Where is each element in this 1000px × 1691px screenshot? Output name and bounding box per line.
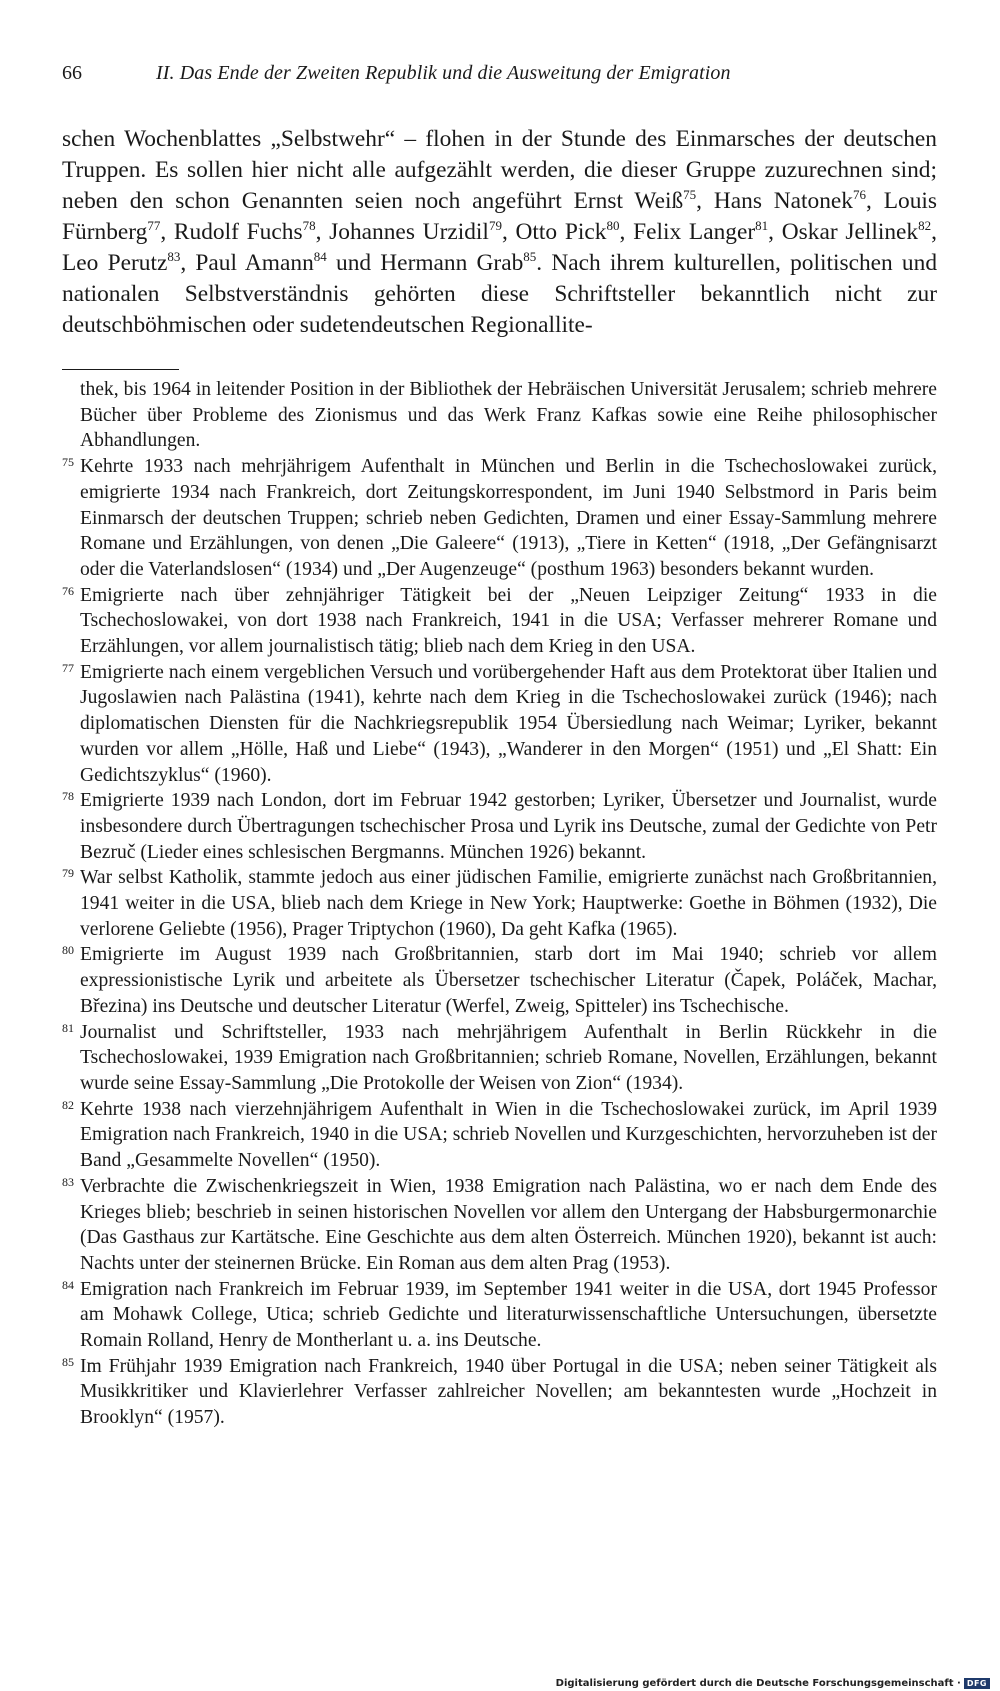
footnote-ref[interactable]: 78 xyxy=(302,218,316,234)
footnote-ref[interactable]: 80 xyxy=(606,218,620,234)
body-text-run: und Hermann Grab xyxy=(326,250,524,276)
digitization-credit xyxy=(556,1678,990,1689)
footnote-number: 77 xyxy=(62,660,74,675)
footnote-divider xyxy=(62,369,179,370)
footnote-number: 75 xyxy=(62,455,74,470)
footnote-number: 78 xyxy=(62,789,74,804)
body-text-run: . Nach ihrem kulturellen, politischen und nationalen Selbstverständnis gehörten diese Schriftsteller bekanntlich nicht zur deutschböhmischen oder sudetendeutschen Regionallite- xyxy=(62,250,938,338)
footnote-ref[interactable]: 76 xyxy=(853,187,867,203)
footnote-82 xyxy=(62,1097,937,1174)
footnote-number: 76 xyxy=(62,583,74,598)
footnote-number: 82 xyxy=(62,1097,74,1112)
dfg-logo: DFG xyxy=(964,1678,990,1689)
footnote-83 xyxy=(62,1174,937,1277)
footnote-ref[interactable]: 79 xyxy=(488,218,502,234)
footnote-text: Emigrierte nach einem vergeblichen Versuch und vorübergehender Haft aus dem Protektorat über Italien und Jugoslawien nach Palästina (1941), kehrte nach dem Krieg in die Tschechoslowakei zurück (1946); nach diplomatischen Diensten für die Nachkriegsrepublik 1954 Übersiedlung nach Weimar; Lyriker, bekannt wurden vor allem „Hölle, Haß und Liebe“ (1943), „Wanderer in den Morgen“ (1951) und „El Shatt: Ein Gedichtszyklus“ (1960). xyxy=(80,661,937,786)
body-paragraph xyxy=(62,124,937,341)
footnote-number: 81 xyxy=(62,1020,74,1035)
footnote-79 xyxy=(62,865,937,942)
footnote-text: Kehrte 1938 nach vierzehnjährigem Aufenthalt in Wien in die Tschechoslowakei zurück, im April 1939 Emigration nach Frankreich, 1940 in die USA; schrieb Novellen und Kurzgeschichten, hervorzuheben ist der Band „Gesammelte Novellen“ (1950). xyxy=(80,1098,937,1172)
footnote-84 xyxy=(62,1277,937,1354)
footnote-number: 83 xyxy=(62,1174,74,1189)
running-title: II. Das Ende der Zweiten Republik und die Ausweitung der Emigration xyxy=(156,62,731,84)
footnote-text: Verbrachte die Zwischenkriegszeit in Wien, 1938 Emigration nach Palästina, wo er nach dem Ende des Krieges blieb; beschrieb in seinen historischen Novellen vor allem den Untergang der Habsburgermonarchie (Das Gasthaus zur Kartätsche. Eine Geschichte aus dem alten Österreich. München 1920), bekannt ist auch: Nachts unter der steinernen Brücke. Ein Roman aus dem alten Prag (1953). xyxy=(80,1175,937,1274)
footnote-number: 79 xyxy=(62,866,74,881)
footnote-ref[interactable]: 77 xyxy=(147,218,161,234)
body-text-run: , Leo Perutz xyxy=(62,219,937,276)
footnote-ref[interactable]: 84 xyxy=(313,249,327,265)
footnote-85 xyxy=(62,1354,937,1431)
footnote-ref[interactable]: 81 xyxy=(755,218,769,234)
footnote-ref[interactable]: 85 xyxy=(523,249,537,265)
footnote-ref[interactable]: 82 xyxy=(918,218,932,234)
credit-text: Digitalisierung gefördert durch die Deutsche Forschungsgemeinschaft · xyxy=(555,1678,961,1689)
body-text-run: , Oskar Jellinek xyxy=(768,219,919,245)
body-text-run: , Hans Natonek xyxy=(696,188,854,214)
footnote-ref[interactable]: 83 xyxy=(167,249,181,265)
footnote-text: Emigrierte nach über zehnjähriger Tätigkeit bei der „Neuen Leipziger Zeitung“ 1933 in die Tschechoslowakei, von dort 1938 nach Frankreich, 1941 in die USA; Verfasser mehrerer Romane und Erzählungen, vor allem journalistisch tätig; blieb nach dem Krieg in den USA. xyxy=(80,584,937,658)
body-text-run: , Otto Pick xyxy=(501,219,607,245)
page-number: 66 xyxy=(62,62,82,84)
footnote-number: 85 xyxy=(62,1354,74,1369)
footnote-text: Journalist und Schriftsteller, 1933 nach mehrjährigem Aufenthalt in Berlin Rückkehr in die Tschechoslowakei, 1939 Emigration nach Großbritannien; schrieb Romane, Novellen, Erzählungen, bekannt wurde seine Essay-Sammlung „Die Protokolle der Weisen von Zion“ (1934). xyxy=(80,1021,937,1094)
body-text-run: schen Wochenblattes „Selbstwehr“ – flohen in der Stunde des Einmarsches der deutschen Truppen. Es sollen hier nicht alle aufgezählt werden, die dieser Gruppe zuzurechnen sind; neben den schon Genannten seien noch angeführt Ernst Weiß xyxy=(62,126,937,214)
body-text-run: , Paul Amann xyxy=(180,250,314,276)
footnote-text: Emigrierte 1939 nach London, dort im Februar 1942 gestorben; Lyriker, Übersetzer und Journalist, wurde insbesondere durch Übertragungen tschechischer Prosa und Lyrik ins Deutsche, zumal der Gedichte von Petr Bezruč (Lieder eines schlesischen Bergmanns. München 1926) bekannt. xyxy=(80,790,937,863)
body-text-run: , Rudolf Fuchs xyxy=(160,219,303,245)
footnote-text: Im Frühjahr 1939 Emigration nach Frankreich, 1940 über Portugal in die USA; neben seiner Tätigkeit als Musikkritiker und Klavierlehrer Verfasser zahlreicher Novellen; am bekanntesten wurde „Hochzeit in Brooklyn“ (1957). xyxy=(80,1355,937,1429)
body-text-run: , Louis Fürnberg xyxy=(62,188,937,245)
footnote-number: 80 xyxy=(62,943,74,958)
footnote-text: thek, bis 1964 in leitender Position in der Bibliothek der Hebräischen Universität Jerusalem; schrieb mehrere Bücher über Probleme des Zionismus und das Werk Franz Kafkas sowie eine Reihe philosophischer Abhandlungen. xyxy=(80,379,937,452)
footnote-78 xyxy=(62,788,937,865)
footnote-ref[interactable]: 75 xyxy=(683,187,697,203)
footnote-number: 84 xyxy=(62,1277,74,1292)
footnote-continuation xyxy=(62,377,937,454)
footnotes-section xyxy=(62,377,937,1431)
body-text-run: , Johannes Urzidil xyxy=(315,219,489,245)
footnote-76 xyxy=(62,583,937,660)
footnote-81 xyxy=(62,1020,937,1097)
footnote-text: Kehrte 1933 nach mehrjährigem Aufenthalt in München und Berlin in die Tschechoslowakei zurück, emigrierte 1934 nach Frankreich, dort Zeitungskorrespondent, im Juni 1940 Selbstmord in Paris beim Einmarsch der deutschen Truppen; schrieb neben Gedichten, Dramen und einer Essay-Sammlung mehrere Romane und Erzählungen, von denen „Die Galeere“ (1913), „Tiere in Ketten“ (1918, „Der Gefängnisarzt oder die Vaterlandslosen“ (1934) und „Der Augenzeuge“ (posthum 1963) besonders bekannt wurden. xyxy=(80,456,937,580)
body-text-run: , Felix Langer xyxy=(619,219,756,245)
footnote-77 xyxy=(62,660,937,789)
footnote-text: Emigration nach Frankreich im Februar 1939, im September 1941 weiter in die USA, dort 1945 Professor am Mohawk College, Utica; schrieb Gedichte und literaturwissenschaftliche Untersuchungen, übersetzte Romain Rolland, Henry de Montherlant u. a. ins Deutsche. xyxy=(80,1278,937,1352)
footnote-80 xyxy=(62,942,937,1019)
footnote-text: Emigrierte im August 1939 nach Großbritannien, starb dort im Mai 1940; schrieb vor allem expressionistische Lyrik und arbeitete als Übersetzer tschechischer Literatur (Čapek, Poláček, Machar, Březina) ins Deutsche und deutscher Literatur (Werfel, Zweig, Spitteler) ins Tschechische. xyxy=(80,944,937,1017)
footnote-75 xyxy=(62,454,937,583)
footnote-text: War selbst Katholik, stammte jedoch aus einer jüdischen Familie, emigrierte zunächst nach Großbritannien, 1941 weiter in die USA, blieb nach dem Kriege in New York; Hauptwerke: Goethe in Böhmen (1932), Die verlorene Geliebte (1956), Prager Triptychon (1960), Da geht Kafka (1965). xyxy=(80,867,937,940)
